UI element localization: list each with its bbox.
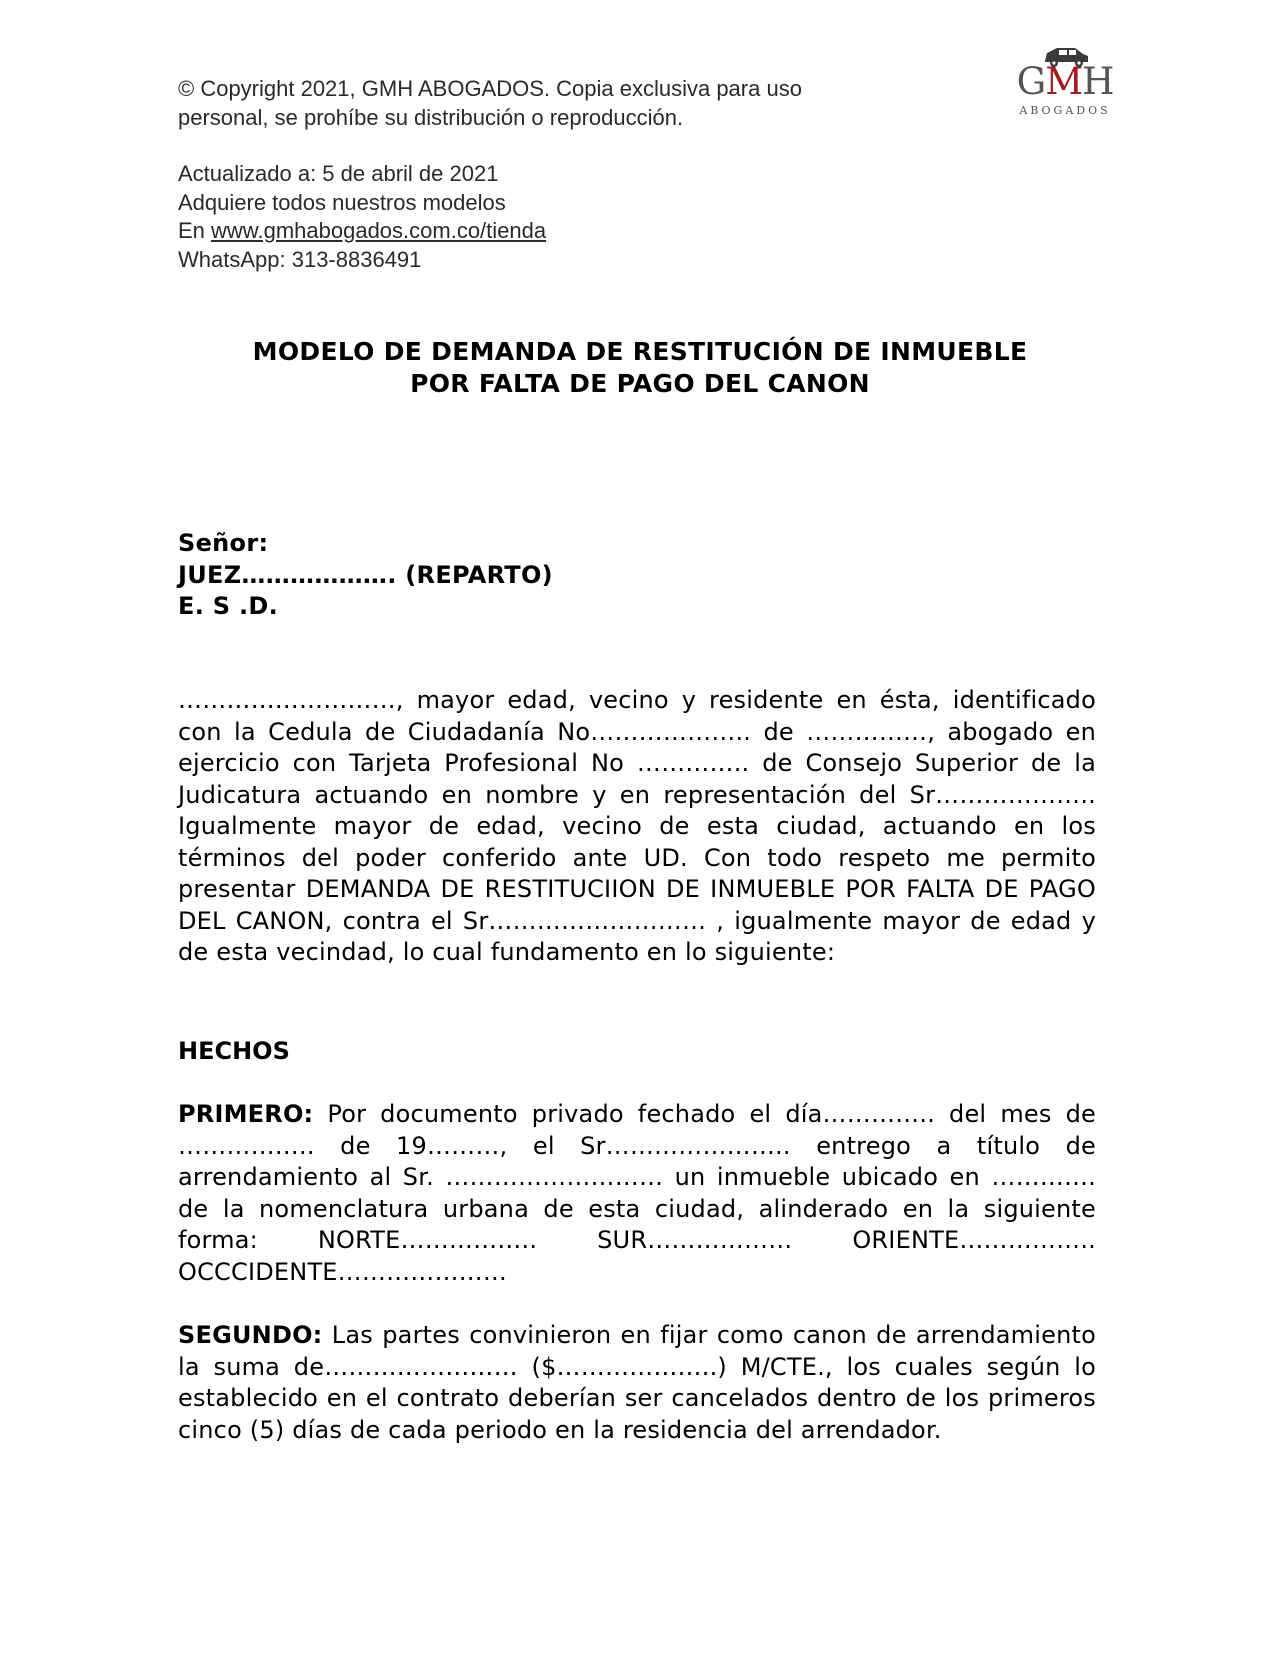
- recipient-judge: JUEZ………………. (REPARTO): [178, 560, 553, 589]
- copyright-line-2: personal, se prohíbe su distribución o reproducción.: [178, 105, 684, 130]
- logo-letter-h: H: [1082, 60, 1114, 103]
- store-line: [178, 217, 938, 246]
- logo-subtitle: ABOGADOS: [1019, 104, 1111, 117]
- segundo-label: SEGUNDO:: [178, 1321, 323, 1349]
- acquire-models-text: Adquiere todos nuestros modelos: [178, 189, 506, 215]
- gmh-logo: [1005, 44, 1125, 120]
- primero-paragraph: [178, 1099, 1096, 1288]
- copyright-line-1: © Copyright 2021, GMH ABOGADOS. Copia exclusiva para uso: [178, 76, 802, 101]
- store-prefix: En: [178, 218, 212, 243]
- logo-letter-m: M: [1045, 60, 1083, 103]
- recipient-esd: E. S .D.: [178, 592, 279, 620]
- logo-wordmark: [1005, 62, 1125, 102]
- document-title: [178, 336, 1102, 400]
- title-line-1: MODELO DE DEMANDA DE RESTITUCIÓN DE INMUEBLE: [252, 337, 1028, 366]
- intro-paragraph: ………………………, mayor edad, vecino y residente en ésta, identificado con la Cedula de Ciudadanía No……………….. de ……………, abogado en ejercicio con Tarjeta Profesional No ………….. de Consejo Superior de la Judicatura actuando en nombre y en representación del Sr……………….. Igualmente mayor de edad, vecino de esta ciudad, actuando en los términos del poder conferido ante UD. Con todo respeto me permito presentar DEMANDA DE RESTITUCIION DE INMUEBLE POR FALTA DE PAGO DEL CANON, contra el Sr……………………… , igualmente mayor de edad y de esta vecindad, lo cual fundamento en lo siguiente:: [178, 686, 1096, 966]
- primero-text: Por documento privado fechado el día………….. del mes de …………….. de 19………, el Sr………………….. entrego a título de arrendamiento al Sr. ……………………… un inmueble ubicado en …………. de la nomenclatura urbana de esta ciudad, alinderado en la siguiente forma: NORTE…………….. SUR……………… ORIENTE…………….. OCCCIDENTE…………………: [178, 1100, 1096, 1286]
- copyright-notice: [178, 74, 938, 132]
- whatsapp-contact: WhatsApp: 313-8836491: [178, 246, 422, 272]
- updated-date: Actualizado a: 5 de abril de 2021: [178, 161, 499, 186]
- title-line-2: POR FALTA DE PAGO DEL CANON: [410, 369, 870, 398]
- logo-letter-g: G: [1016, 60, 1046, 103]
- primero-label: PRIMERO:: [178, 1100, 314, 1128]
- recipient-salutation: Señor:: [178, 529, 269, 557]
- recipient-block: [178, 528, 553, 623]
- segundo-text: Las partes convinieron en fijar como canon de arrendamiento la suma de…………………… ($………………..) M/CTE., los cuales según lo establecido en el contrato deberían ser cancelados dentro de los primeros cinco (5) días de cada periodo en la residencia del arrendador.: [178, 1321, 1096, 1444]
- hechos-heading: HECHOS: [178, 1037, 290, 1065]
- segundo-paragraph: [178, 1320, 1096, 1446]
- store-link[interactable]: www.gmhabogados.com.co/tienda: [211, 218, 547, 243]
- document-meta: [178, 160, 938, 274]
